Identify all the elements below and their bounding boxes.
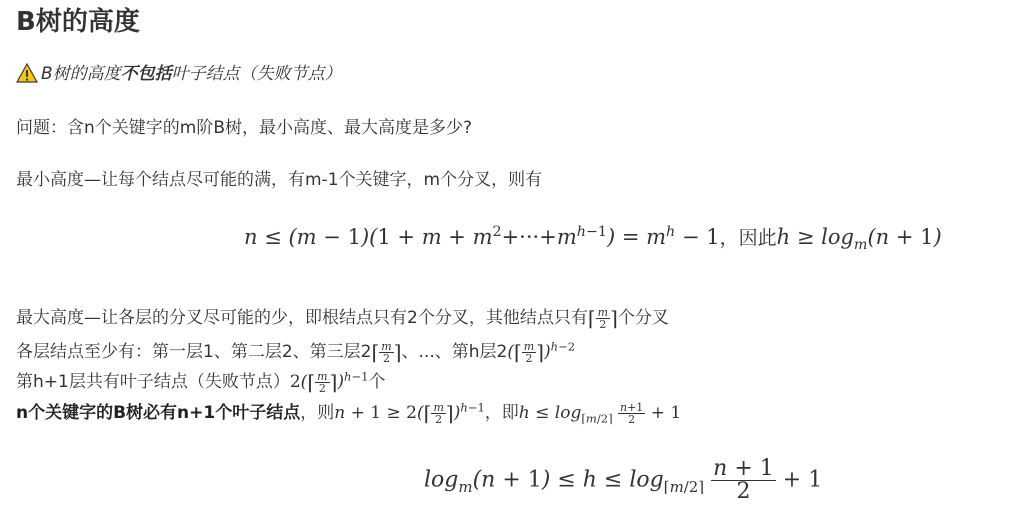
min-height-text: 最小高度—让每个结点尽可能的满，有m-1个关键字，m个分叉，则有 (16, 170, 543, 190)
levels-text-a: 各层结点至少有：第一层1、第二层2、第三层2 (16, 342, 372, 362)
levels-text-b: 、...、第h层2 (401, 342, 508, 362)
formula-conclusion: ，因此 (719, 227, 777, 249)
nkey-text: n个关键字的B树必有n+1个叶子结点，则n + 1 ≥ 2(⌈ $\frac{m}{2}$ ⌉)$^{h-1}$，即$h \le \log_{⌈m/2⌉}$ $\frac{n+1}{2}$ + 1 (16, 400, 682, 426)
nkey-text-mid: ，则 (300, 403, 335, 423)
warning-prefix: B树的高度 (41, 64, 121, 84)
leaf-text-before: 第h+1层共有叶子结点（失败节点） (16, 372, 290, 392)
max-height-text-after: 个分叉 (617, 308, 669, 328)
max-height-text-before: 最大高度—让各层的分叉尽可能的少，即根结点只有2个分叉，其他结点只有 (16, 308, 588, 328)
height-range-formula: $\log_m(n + 1) \le h \le \log_{⌈m/2⌉}$ $\frac{n + 1}{2}$ + 1 (424, 456, 823, 504)
leaf-text: 第h+1层共有叶子结点（失败节点）2(⌈ $\frac{m}{2}$ ⌉)$^{h-1}$个 (16, 369, 386, 395)
question-text: 问题：含n个关键字的m阶B树，最小高度、最大高度是多少? (16, 118, 473, 138)
min-height-formula: $n \le (m - 1)(1 + m + m^2+\cdot\cdot\cdot+m^{h-1}) = m^h - 1$，因此$h \ge \log_m(n + 1)$ (244, 224, 942, 254)
page-title: B树的高度 (16, 7, 140, 37)
leaf-text-after: 个 (368, 372, 386, 392)
levels-text: 各层结点至少有：第一层1、第二层2、第三层2⌈ $\frac{m}{2}$ ⌉、...、第h层2(⌈ $\frac{m}{2}$ ⌉)$^{h-2}$ (16, 339, 576, 365)
warning-suffix: 叶子结点（失败节点） (171, 64, 342, 84)
nkey-text-then: ，即 (484, 403, 519, 423)
warning-emphasis: 不包括 (120, 64, 172, 84)
max-height-text: 最大高度—让各层的分叉尽可能的少，即根结点只有2个分叉，其他结点只有⌈ $\frac{m}{2}$ ⌉个分叉 (16, 306, 669, 331)
warning-icon (16, 63, 38, 83)
nkey-bold: n个关键字的B树必有n+1个叶子结点 (16, 403, 301, 423)
warning-note (16, 62, 342, 86)
